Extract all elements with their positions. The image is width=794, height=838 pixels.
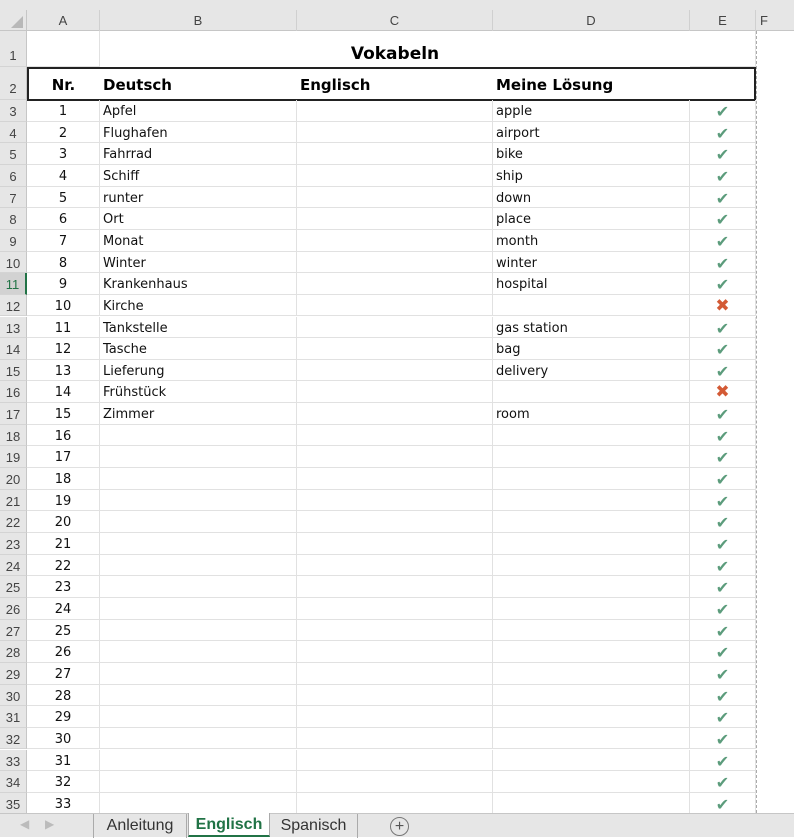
row-header-11[interactable]: 11	[0, 273, 27, 295]
cell-meine-loesung[interactable]	[493, 663, 690, 685]
cell-englisch[interactable]	[297, 555, 493, 577]
cell-nr[interactable]: 16	[27, 425, 100, 447]
cell-englisch[interactable]	[297, 706, 493, 728]
cell-deutsch[interactable]	[100, 511, 297, 533]
cell-englisch[interactable]	[297, 425, 493, 447]
select-all-button[interactable]	[0, 10, 27, 31]
row-header-6[interactable]: 6	[0, 165, 27, 187]
cell-englisch[interactable]	[297, 468, 493, 490]
header-meine-loesung[interactable]: Meine Lösung	[496, 76, 614, 94]
cell-englisch[interactable]	[297, 122, 493, 144]
cell-meine-loesung[interactable]: airport	[493, 122, 690, 144]
cell-deutsch[interactable]: Monat	[100, 230, 297, 252]
cell-meine-loesung[interactable]	[493, 446, 690, 468]
cell-meine-loesung[interactable]: gas station	[493, 317, 690, 339]
cell-nr[interactable]: 19	[27, 490, 100, 512]
row-header-18[interactable]: 18	[0, 425, 27, 447]
cell-deutsch[interactable]	[100, 641, 297, 663]
row-header-23[interactable]: 23	[0, 533, 27, 555]
check-icon: ✔	[690, 771, 756, 793]
cell-englisch[interactable]	[297, 360, 493, 382]
cell-englisch[interactable]	[297, 446, 493, 468]
check-icon: ✔	[690, 165, 756, 187]
row-header-24[interactable]: 24	[0, 555, 27, 577]
cell-nr[interactable]: 31	[27, 750, 100, 772]
check-icon: ✔	[690, 685, 756, 707]
cell-englisch[interactable]	[297, 598, 493, 620]
row-header-32[interactable]: 32	[0, 728, 27, 750]
row-header-16[interactable]: 16	[0, 381, 27, 403]
cell-englisch[interactable]	[297, 208, 493, 230]
check-icon: ✔	[690, 446, 756, 468]
row-header-13[interactable]: 13	[0, 317, 27, 339]
cross-icon: ✖	[690, 295, 756, 317]
cell-meine-loesung[interactable]	[493, 598, 690, 620]
cell-deutsch[interactable]	[100, 706, 297, 728]
row-header-31[interactable]: 31	[0, 706, 27, 728]
cell-nr[interactable]: 23	[27, 576, 100, 598]
cell-deutsch[interactable]: Fahrrad	[100, 143, 297, 165]
cell-englisch[interactable]	[297, 771, 493, 793]
cell-nr[interactable]: 17	[27, 446, 100, 468]
header-nr[interactable]: Nr.	[51, 76, 76, 94]
cell-englisch[interactable]	[297, 317, 493, 339]
cell-deutsch[interactable]	[100, 576, 297, 598]
cell-meine-loesung[interactable]: ship	[493, 165, 690, 187]
cell-deutsch[interactable]	[100, 620, 297, 642]
cell-deutsch[interactable]: Krankenhaus	[100, 273, 297, 295]
cell-meine-loesung[interactable]: bag	[493, 338, 690, 360]
cell-nr[interactable]: 11	[27, 317, 100, 339]
row-header-19[interactable]: 19	[0, 446, 27, 468]
row-header-27[interactable]: 27	[0, 620, 27, 642]
cell-meine-loesung[interactable]	[493, 533, 690, 555]
cell-meine-loesung[interactable]: apple	[493, 100, 690, 122]
check-icon: ✔	[690, 122, 756, 144]
cell-nr[interactable]: 3	[27, 143, 100, 165]
cell-meine-loesung[interactable]	[493, 490, 690, 512]
cell-deutsch[interactable]: Tankstelle	[100, 317, 297, 339]
column-header-b[interactable]: B	[100, 10, 297, 31]
cell-englisch[interactable]	[297, 620, 493, 642]
cell-englisch[interactable]	[297, 533, 493, 555]
cell-meine-loesung[interactable]	[493, 685, 690, 707]
check-icon: ✔	[690, 598, 756, 620]
cell-deutsch[interactable]: Frühstück	[100, 381, 297, 403]
cell-meine-loesung[interactable]: room	[493, 403, 690, 425]
cell-deutsch[interactable]	[100, 685, 297, 707]
cell-deutsch[interactable]: Tasche	[100, 338, 297, 360]
cell-deutsch[interactable]	[100, 490, 297, 512]
cell-a1[interactable]	[27, 31, 100, 67]
cell-deutsch[interactable]	[100, 446, 297, 468]
check-icon: ✔	[690, 793, 756, 815]
cell-meine-loesung[interactable]: hospital	[493, 273, 690, 295]
row-header-7[interactable]: 7	[0, 187, 27, 209]
check-icon: ✔	[690, 490, 756, 512]
column-header-e[interactable]: E	[690, 10, 756, 31]
cell-nr[interactable]: 12	[27, 338, 100, 360]
page-break-line	[756, 31, 757, 813]
scroll-left-icon[interactable]: ◀	[20, 817, 30, 831]
cell-nr[interactable]: 13	[27, 360, 100, 382]
cell-deutsch[interactable]: Winter	[100, 252, 297, 274]
cell-deutsch[interactable]	[100, 555, 297, 577]
cell-deutsch[interactable]	[100, 468, 297, 490]
cell-meine-loesung[interactable]	[493, 750, 690, 772]
cell-nr[interactable]: 26	[27, 641, 100, 663]
cell-meine-loesung[interactable]	[493, 620, 690, 642]
cell-englisch[interactable]	[297, 252, 493, 274]
cell-deutsch[interactable]: Ort	[100, 208, 297, 230]
row-header-33[interactable]: 33	[0, 750, 27, 772]
cell-englisch[interactable]	[297, 187, 493, 209]
cell-nr[interactable]: 8	[27, 252, 100, 274]
row-header-3[interactable]: 3	[0, 100, 27, 122]
cell-meine-loesung[interactable]: place	[493, 208, 690, 230]
tab-englisch[interactable]: Englisch	[188, 813, 270, 837]
row-header-12[interactable]: 12	[0, 295, 27, 317]
cell-nr[interactable]: 33	[27, 793, 100, 815]
row-header-5[interactable]: 5	[0, 143, 27, 165]
cell-nr[interactable]: 15	[27, 403, 100, 425]
cell-englisch[interactable]	[297, 381, 493, 403]
add-sheet-button[interactable]: +	[390, 817, 409, 836]
check-icon: ✔	[690, 620, 756, 642]
cell-meine-loesung[interactable]	[493, 425, 690, 447]
row-header-30[interactable]: 30	[0, 685, 27, 707]
cell-meine-loesung[interactable]: month	[493, 230, 690, 252]
check-icon: ✔	[690, 511, 756, 533]
row-header-15[interactable]: 15	[0, 360, 27, 382]
tab-anleitung[interactable]: Anleitung	[93, 814, 187, 838]
sheet-tab-bar	[0, 813, 794, 837]
check-icon: ✔	[690, 100, 756, 122]
cell-englisch[interactable]	[297, 490, 493, 512]
row-header-28[interactable]: 28	[0, 641, 27, 663]
row-header-25[interactable]: 25	[0, 576, 27, 598]
cell-englisch[interactable]	[297, 230, 493, 252]
cell-meine-loesung[interactable]	[493, 576, 690, 598]
check-icon: ✔	[690, 576, 756, 598]
cell-nr[interactable]: 29	[27, 706, 100, 728]
cell-meine-loesung[interactable]	[493, 771, 690, 793]
check-icon: ✔	[690, 187, 756, 209]
check-icon: ✔	[690, 728, 756, 750]
cell-englisch[interactable]	[297, 511, 493, 533]
cell-englisch[interactable]	[297, 685, 493, 707]
row-header-14[interactable]: 14	[0, 338, 27, 360]
cell-nr[interactable]: 25	[27, 620, 100, 642]
check-icon: ✔	[690, 425, 756, 447]
cell-nr[interactable]: 28	[27, 685, 100, 707]
cell-e1[interactable]	[690, 31, 756, 67]
cell-deutsch[interactable]	[100, 771, 297, 793]
header-englisch[interactable]: Englisch	[300, 76, 371, 94]
check-icon: ✔	[690, 555, 756, 577]
cell-deutsch[interactable]: Zimmer	[100, 403, 297, 425]
cell-nr[interactable]: 6	[27, 208, 100, 230]
cell-deutsch[interactable]: Flughafen	[100, 122, 297, 144]
row-header-4[interactable]: 4	[0, 122, 27, 144]
check-icon: ✔	[690, 252, 756, 274]
cell-nr[interactable]: 10	[27, 295, 100, 317]
check-icon: ✔	[690, 750, 756, 772]
column-header-bar	[0, 0, 794, 31]
cell-englisch[interactable]	[297, 165, 493, 187]
row-header-9[interactable]: 9	[0, 230, 27, 252]
cell-meine-loesung[interactable]	[493, 555, 690, 577]
cell-englisch[interactable]	[297, 273, 493, 295]
column-header-c[interactable]: C	[297, 10, 493, 31]
cell-englisch[interactable]	[297, 403, 493, 425]
check-icon: ✔	[690, 208, 756, 230]
cell-englisch[interactable]	[297, 663, 493, 685]
cross-icon: ✖	[690, 381, 756, 403]
cell-nr[interactable]: 22	[27, 555, 100, 577]
sheet-title[interactable]: Vokabeln	[350, 44, 440, 64]
cell-englisch[interactable]	[297, 750, 493, 772]
cell-nr[interactable]: 2	[27, 122, 100, 144]
row-header-21[interactable]: 21	[0, 490, 27, 512]
row-header-35[interactable]: 35	[0, 793, 27, 815]
cell-deutsch[interactable]	[100, 533, 297, 555]
cell-meine-loesung[interactable]	[493, 511, 690, 533]
row-header-8[interactable]: 8	[0, 208, 27, 230]
check-icon: ✔	[690, 641, 756, 663]
cell-deutsch[interactable]	[100, 728, 297, 750]
row-header-20[interactable]: 20	[0, 468, 27, 490]
cell-nr[interactable]: 14	[27, 381, 100, 403]
cell-nr[interactable]: 21	[27, 533, 100, 555]
row-header-34[interactable]: 34	[0, 771, 27, 793]
check-icon: ✔	[690, 143, 756, 165]
cell-englisch[interactable]	[297, 728, 493, 750]
cell-deutsch[interactable]	[100, 425, 297, 447]
cell-deutsch[interactable]	[100, 750, 297, 772]
cell-meine-loesung[interactable]	[493, 706, 690, 728]
check-icon: ✔	[690, 360, 756, 382]
row-header-22[interactable]: 22	[0, 511, 27, 533]
cell-meine-loesung[interactable]	[493, 728, 690, 750]
cell-nr[interactable]: 5	[27, 187, 100, 209]
check-icon: ✔	[690, 317, 756, 339]
cell-deutsch[interactable]: runter	[100, 187, 297, 209]
tab-spanisch[interactable]: Spanisch	[270, 814, 358, 838]
row-header-17[interactable]: 17	[0, 403, 27, 425]
cell-nr[interactable]: 7	[27, 230, 100, 252]
cell-meine-loesung[interactable]	[493, 381, 690, 403]
cell-meine-loesung[interactable]	[493, 295, 690, 317]
check-icon: ✔	[690, 403, 756, 425]
check-icon: ✔	[690, 273, 756, 295]
check-icon: ✔	[690, 663, 756, 685]
row-header-26[interactable]: 26	[0, 598, 27, 620]
column-header-d[interactable]: D	[493, 10, 690, 31]
cell-englisch[interactable]	[297, 576, 493, 598]
cell-nr[interactable]: 27	[27, 663, 100, 685]
cell-englisch[interactable]	[297, 793, 493, 815]
cell-meine-loesung[interactable]: winter	[493, 252, 690, 274]
row-header-2[interactable]: 2	[0, 67, 27, 100]
cell-meine-loesung[interactable]	[493, 468, 690, 490]
cell-nr[interactable]: 9	[27, 273, 100, 295]
cell-englisch[interactable]	[297, 338, 493, 360]
cell-deutsch[interactable]: Apfel	[100, 100, 297, 122]
cell-englisch[interactable]	[297, 143, 493, 165]
cell-nr[interactable]: 24	[27, 598, 100, 620]
check-icon: ✔	[690, 533, 756, 555]
cell-meine-loesung[interactable]	[493, 793, 690, 815]
column-header-a[interactable]: A	[27, 10, 100, 31]
check-icon: ✔	[690, 230, 756, 252]
header-deutsch[interactable]: Deutsch	[103, 76, 172, 94]
cell-englisch[interactable]	[297, 295, 493, 317]
cell-meine-loesung[interactable]: down	[493, 187, 690, 209]
cell-nr[interactable]: 1	[27, 100, 100, 122]
row-header-10[interactable]: 10	[0, 252, 27, 274]
cell-nr[interactable]: 30	[27, 728, 100, 750]
row-header-1[interactable]: 1	[0, 31, 27, 67]
cell-englisch[interactable]	[297, 641, 493, 663]
column-header-f[interactable]: F	[760, 13, 768, 28]
cell-nr[interactable]: 20	[27, 511, 100, 533]
cell-deutsch[interactable]	[100, 663, 297, 685]
cell-deutsch[interactable]: Kirche	[100, 295, 297, 317]
cell-englisch[interactable]	[297, 100, 493, 122]
scroll-right-icon[interactable]: ▶	[45, 817, 55, 831]
check-icon: ✔	[690, 338, 756, 360]
cell-meine-loesung[interactable]	[493, 641, 690, 663]
cell-deutsch[interactable]: Lieferung	[100, 360, 297, 382]
cell-deutsch[interactable]	[100, 793, 297, 815]
cell-deutsch[interactable]: Schiff	[100, 165, 297, 187]
cell-nr[interactable]: 32	[27, 771, 100, 793]
cell-nr[interactable]: 4	[27, 165, 100, 187]
row-header-29[interactable]: 29	[0, 663, 27, 685]
check-icon: ✔	[690, 468, 756, 490]
cell-deutsch[interactable]	[100, 598, 297, 620]
check-icon: ✔	[690, 706, 756, 728]
cell-meine-loesung[interactable]: bike	[493, 143, 690, 165]
cell-nr[interactable]: 18	[27, 468, 100, 490]
cell-meine-loesung[interactable]: delivery	[493, 360, 690, 382]
